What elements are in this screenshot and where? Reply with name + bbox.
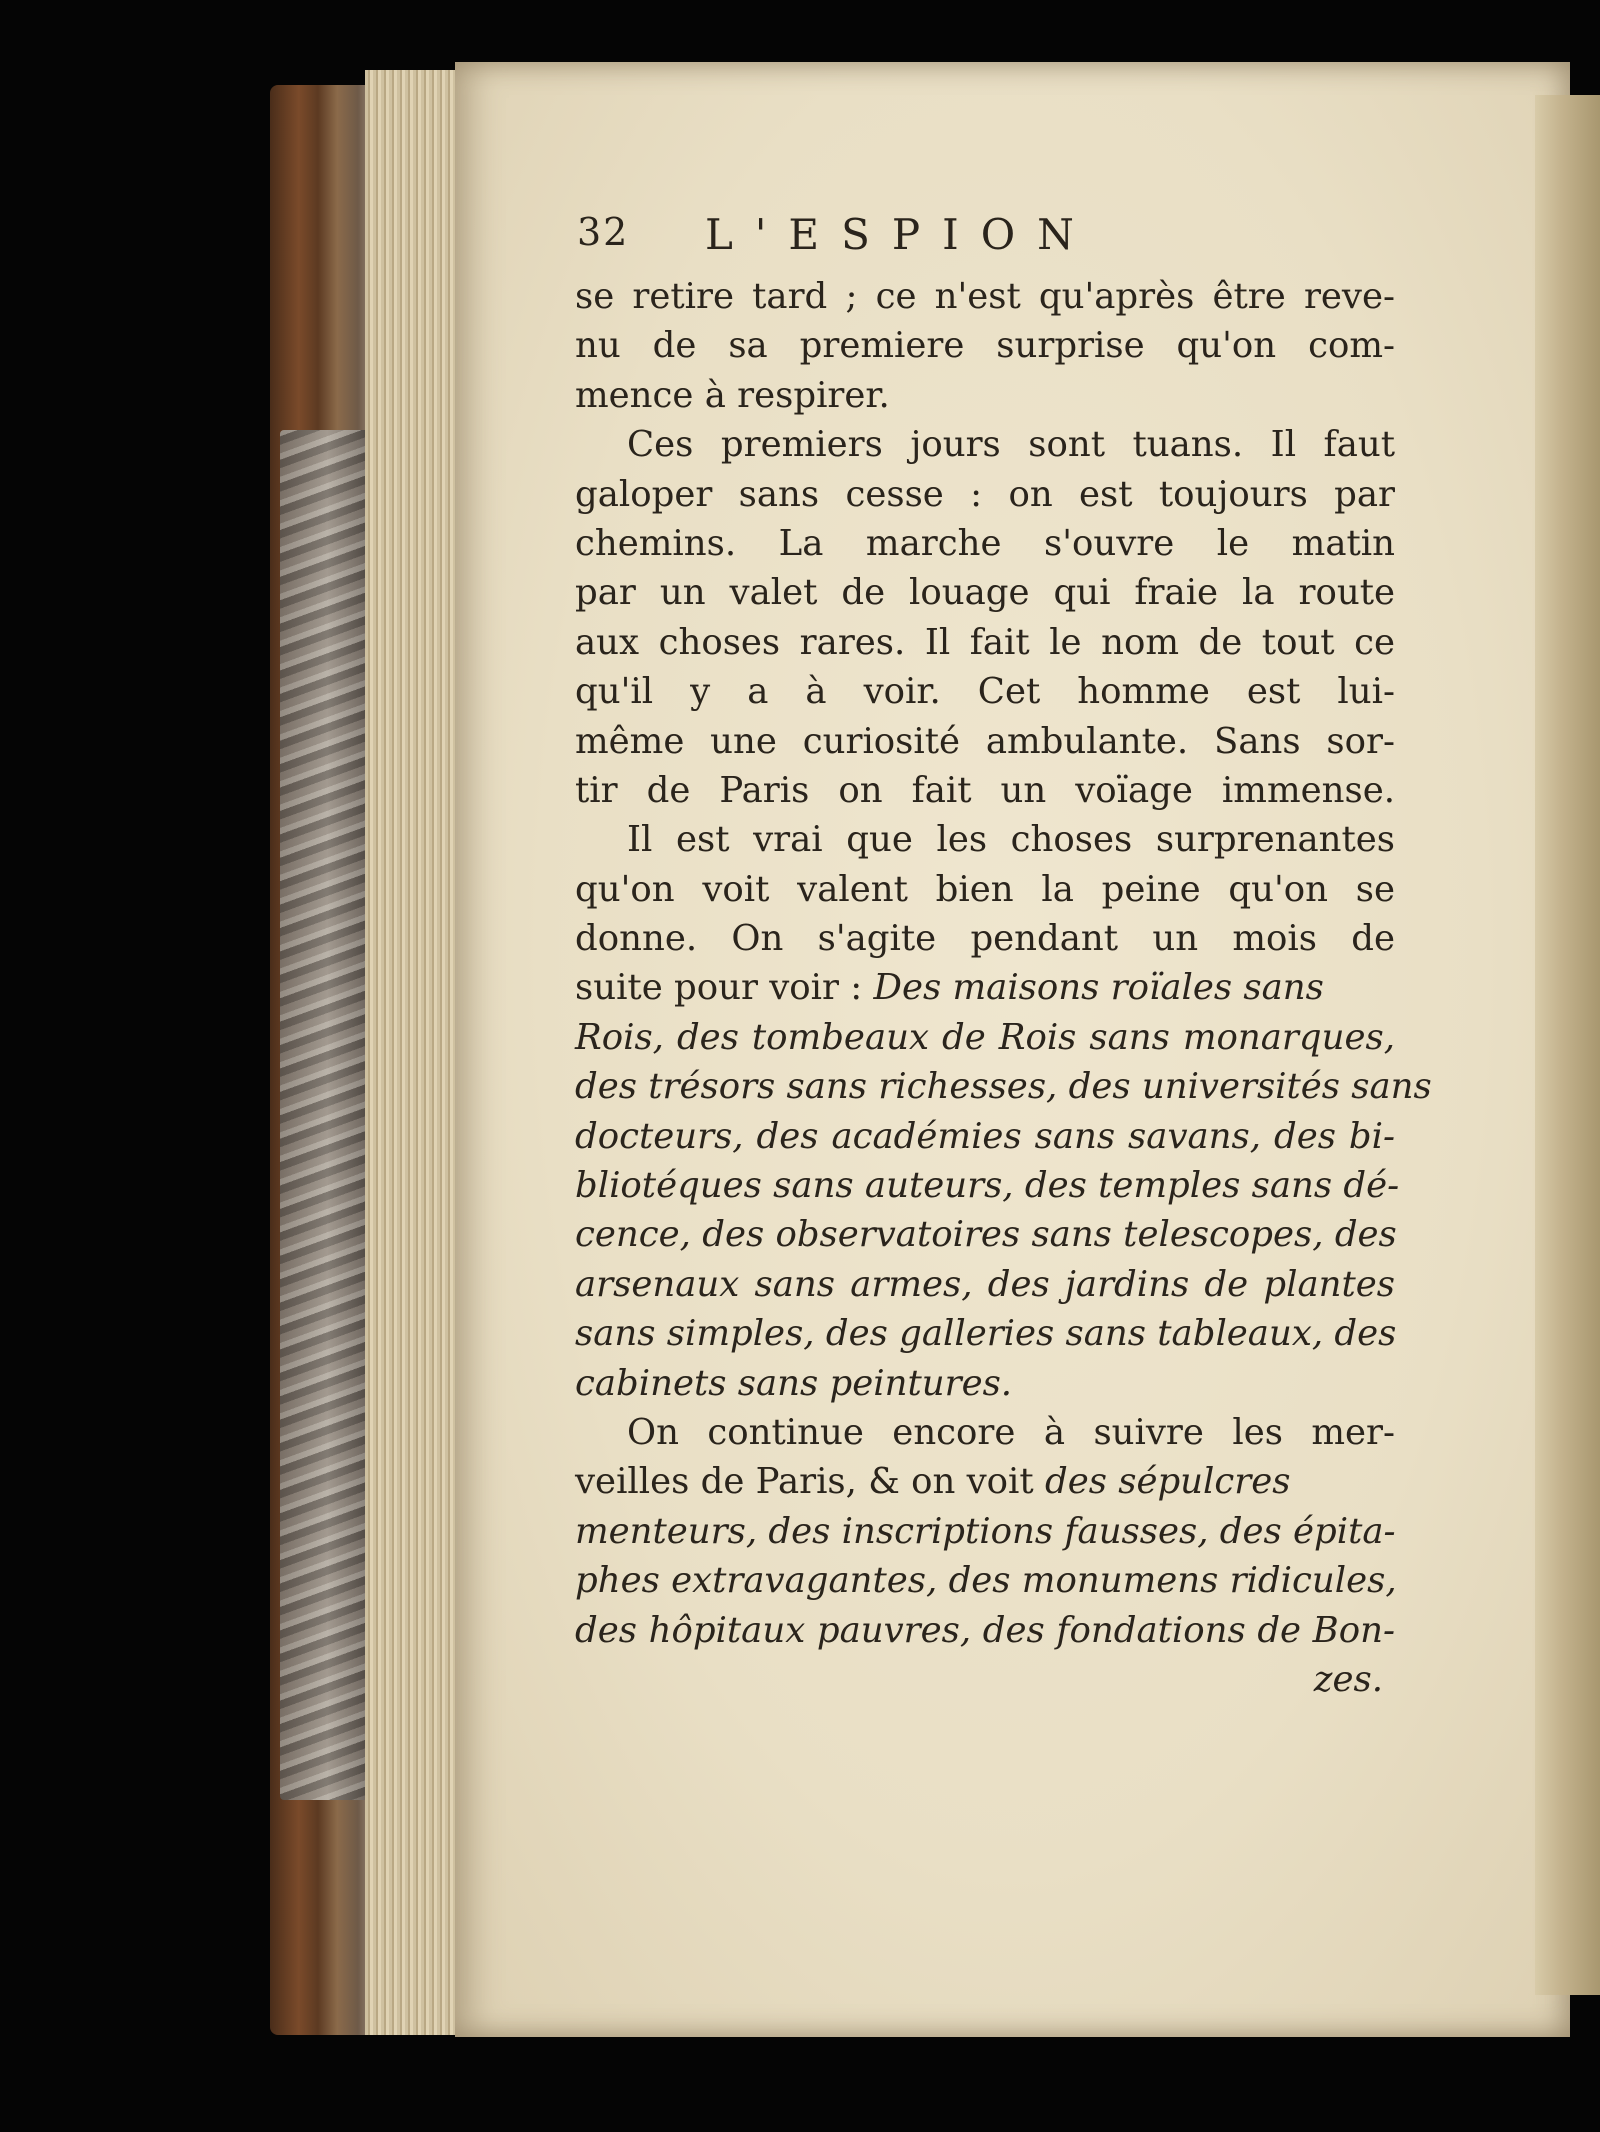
page-header [575, 210, 1395, 272]
text-line: bliotéques sans auteurs, des temples sans dé- [575, 1165, 1400, 1207]
text-line: Ces premiers jours sont tuans. Il faut [627, 424, 1395, 466]
text-line: des trésors sans richesses, des universités sans [575, 1066, 1432, 1108]
text-line: Rois, des tombeaux de Rois sans monarques, [575, 1016, 1395, 1058]
text-line: des hôpitaux pauvres, des fondations de Bon- [575, 1609, 1395, 1651]
text-line: arsenaux sans armes, des jardins de plantes [575, 1263, 1395, 1305]
text-line: même une curiosité ambulante. Sans sor- [575, 720, 1395, 762]
page-edges [365, 70, 465, 2035]
text-line: phes extravagantes, des monumens ridicules, [575, 1560, 1397, 1602]
text-line: qu'on voit valent bien la peine qu'on se [575, 868, 1395, 910]
text-line: donne. On s'agite pendant un mois de [575, 918, 1395, 960]
running-head: L'ESPION [705, 210, 1096, 259]
text-line: cence, des observatoires sans telescopes, des [575, 1214, 1397, 1256]
text-line: nu de sa premiere surprise qu'on com- [575, 325, 1395, 367]
text-line: se retire tard ; ce n'est qu'après être reve- [575, 276, 1395, 317]
text-line: On continue encore à suivre les mer- [627, 1411, 1395, 1453]
text-line-roman: suite pour voir : [575, 967, 863, 1009]
marbled-cover [280, 430, 375, 1800]
text-line: aux choses rares. Il fait le nom de tout ce [575, 621, 1395, 663]
text-line-roman: veilles de Paris, & on voit [575, 1461, 1034, 1503]
text-line: par un valet de louage qui fraie la route [575, 572, 1395, 614]
facing-page-edge [1535, 95, 1600, 1995]
text-line: galoper sans cesse : on est toujours par [575, 473, 1395, 515]
page-text [575, 210, 1432, 1704]
page-number: 32 [577, 210, 630, 254]
text-line: qu'il y a à voir. Cet homme est lui- [575, 671, 1395, 713]
text-line: mence à respirer. [575, 374, 890, 416]
text-line: sans simples, des galleries sans tableaux, des [575, 1313, 1397, 1355]
text-line: tir de Paris on fait un voïage immense. [575, 769, 1395, 811]
text-line: cabinets sans peintures. [575, 1362, 1013, 1404]
text-line [575, 1457, 1395, 1506]
text-line: menteurs, des inscriptions fausses, des épita- [575, 1510, 1396, 1552]
catchword: zes. [1313, 1658, 1383, 1700]
text-line: Il est vrai que les choses surprenantes [627, 819, 1395, 861]
text-line-italic: des sépulcres [1044, 1461, 1291, 1503]
text-line: chemins. La marche s'ouvre le matin [575, 522, 1395, 564]
text-line-italic: Des maisons roïales sans [873, 967, 1324, 1009]
text-line [575, 963, 1395, 1012]
text-line: docteurs, des académies sans savans, des bi- [575, 1115, 1395, 1157]
